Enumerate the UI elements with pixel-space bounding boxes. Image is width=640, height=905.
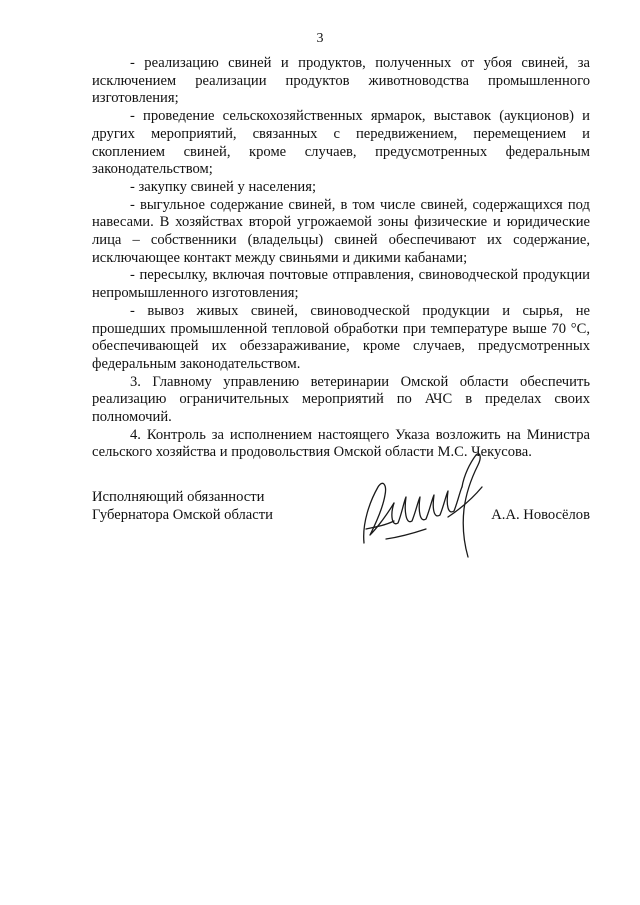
paragraph: - вывоз живых свиней, свиноводческой продукции и сырья, не прошедших промышленной тепловой обработки при температуре выше 70 °С, обеспечивающей их обеззараживание, кроме случаев, предусмотренных федеральным законодательством. — [92, 302, 590, 372]
signer-name: А.А. Новосёлов — [491, 507, 590, 523]
signer-title-line: Губернатора Омской области — [92, 507, 273, 523]
paragraph: - выгульное содержание свиней, в том числе свиней, содержащихся под навесами. В хозяйствах второй угрожаемой зоны физические и юридические лица – собственники (владельцы) свиней обеспечивают их содержание, исключающее контакт между свиньями и дикими кабанами; — [92, 196, 590, 266]
signature-block — [92, 488, 590, 568]
signer-title-line: Исполняющий обязанности — [92, 489, 265, 505]
signer-title — [92, 488, 273, 524]
paragraph: - закупку свиней у населения; — [130, 178, 317, 195]
paragraph: 3. Главному управлению ветеринарии Омской области обеспечить реализацию ограничительных мероприятий по АЧС в пределах своих полномочий. — [92, 373, 590, 426]
paragraph: - пересылку, включая почтовые отправления, свиноводческой продукции непромышленного изготовления; — [92, 267, 590, 302]
paragraph: - реализацию свиней и продуктов, полученных от убоя свиней, за исключением реализации продуктов животноводства промышленного изготовления; — [92, 55, 590, 107]
paragraph: - проведение сельскохозяйственных ярмарок, выставок (аукционов) и других мероприятий, связанных с передвижением, перемещением и скоплением свиней, кроме случаев, предусмотренных федеральным законодательством; — [92, 108, 590, 178]
paragraph: 4. Контроль за исполнением настоящего Указа возложить на Министра сельского хозяйства и продовольствия Омской области М.С. Чекусова. — [92, 426, 590, 461]
page-number: 3 — [316, 31, 324, 46]
handwritten-signature — [356, 443, 506, 568]
document-body — [92, 55, 590, 462]
